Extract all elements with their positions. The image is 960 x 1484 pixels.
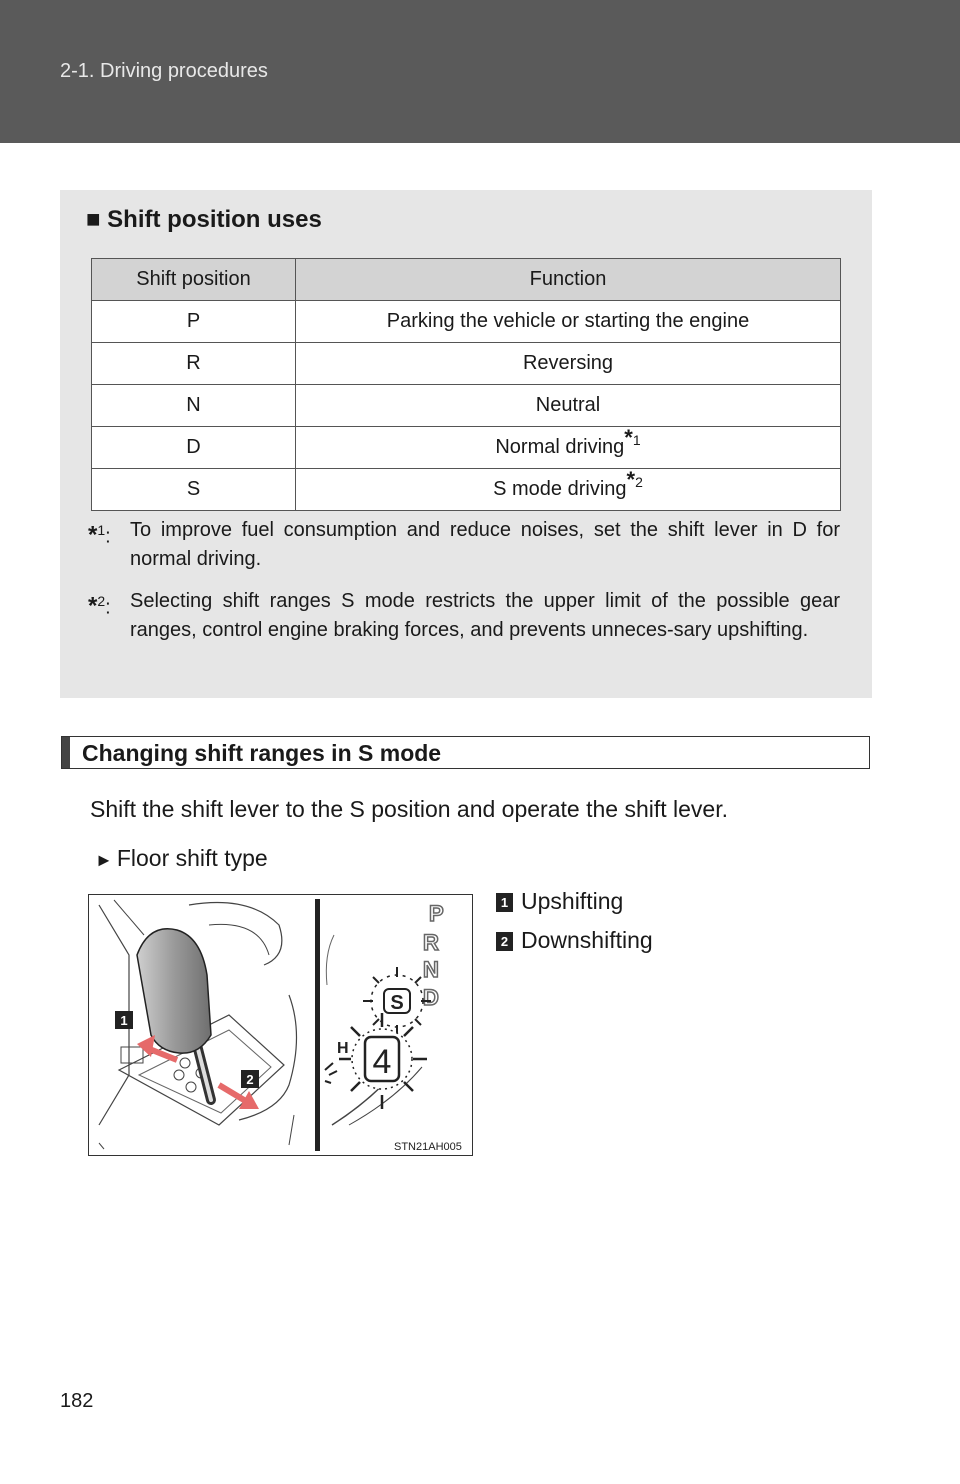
- column-header: Function: [296, 259, 841, 301]
- table-row: [92, 469, 841, 511]
- shift-position-cell: P: [92, 301, 296, 343]
- box-title: ■ Shift position uses: [86, 206, 322, 233]
- footnote-ref-number: 2: [635, 474, 643, 491]
- gear-letter-n: N: [423, 957, 439, 982]
- function-text: Reversing: [522, 352, 614, 374]
- table-row: [92, 385, 841, 427]
- legend-item-downshifting: [496, 927, 653, 954]
- footnote-text: Selecting shift ranges S mode restricts the upper limit of the possible gear ranges, control engine braking forces, and prevents unneces-sary upshifting.: [130, 590, 840, 641]
- page-number: 182: [60, 1390, 94, 1412]
- callout-2: 2: [246, 1072, 254, 1087]
- triangle-right-icon: ►: [95, 850, 113, 870]
- sub-item-label: Floor shift type: [116, 845, 268, 871]
- function-text: S mode driving: [493, 478, 627, 500]
- gear-letter-d: D: [423, 985, 439, 1010]
- footnote-1: [88, 516, 840, 574]
- shift-position-cell: S: [92, 469, 296, 511]
- footnote-mark: *$^2$:: [88, 592, 111, 620]
- chapter-title: 2-1. Driving procedures: [60, 60, 268, 82]
- shift-position-table: [91, 258, 841, 511]
- function-text: Neutral: [535, 394, 601, 416]
- function-cell: [296, 385, 841, 427]
- gear-letter-r: R: [423, 930, 439, 955]
- shift-position-uses-box: [60, 190, 872, 698]
- legend-number: 1: [496, 893, 513, 912]
- legend-label: Downshifting: [521, 927, 653, 953]
- footnote-ref: *2: [626, 467, 643, 493]
- gear-number: 4: [372, 1043, 392, 1081]
- range-letter: H: [337, 1040, 349, 1057]
- shift-lever-drawing: [89, 895, 472, 1155]
- function-text: Normal driving: [495, 436, 625, 458]
- table-row: [92, 301, 841, 343]
- table-row: [92, 343, 841, 385]
- shift-position-cell: D: [92, 427, 296, 469]
- function-cell: [296, 343, 841, 385]
- legend-number: 2: [496, 932, 513, 951]
- shift-position-cell: N: [92, 385, 296, 427]
- shift-position-cell: R: [92, 343, 296, 385]
- legend-item-upshifting: [496, 888, 623, 915]
- footnote-2: [88, 587, 840, 645]
- table-header-row: [92, 259, 841, 301]
- function-cell: [296, 427, 841, 469]
- column-header: Shift position: [92, 259, 296, 301]
- shift-lever-illustration: [88, 894, 473, 1156]
- function-cell: [296, 469, 841, 511]
- function-cell: [296, 301, 841, 343]
- figure-code: STN21AH005: [394, 1141, 462, 1153]
- gear-number-burst: [339, 1013, 427, 1109]
- callout-1: 1: [120, 1013, 128, 1028]
- mode-letter: S: [390, 992, 404, 1014]
- s-mode-burst: [363, 967, 431, 1035]
- table-row: [92, 427, 841, 469]
- gear-letter-p: P: [429, 901, 444, 926]
- footnote-mark: *$^1$:: [88, 521, 111, 549]
- sub-item-floor-shift: [95, 845, 268, 872]
- heading-bar: [62, 737, 70, 768]
- page-header: [0, 0, 960, 143]
- footnote-ref-number: 1: [632, 432, 641, 449]
- section-title: Changing shift ranges in S mode: [82, 740, 442, 766]
- footnote-ref: *1: [624, 425, 641, 451]
- legend-label: Upshifting: [521, 888, 624, 914]
- function-text: Parking the vehicle or starting the engine: [386, 310, 750, 332]
- section-heading: [61, 736, 870, 769]
- instruction-text: Shift the shift lever to the S position and operate the shift lever.: [90, 796, 728, 822]
- footnote-text: To improve fuel consumption and reduce noises, set the shift lever in D for normal driving.: [130, 519, 840, 570]
